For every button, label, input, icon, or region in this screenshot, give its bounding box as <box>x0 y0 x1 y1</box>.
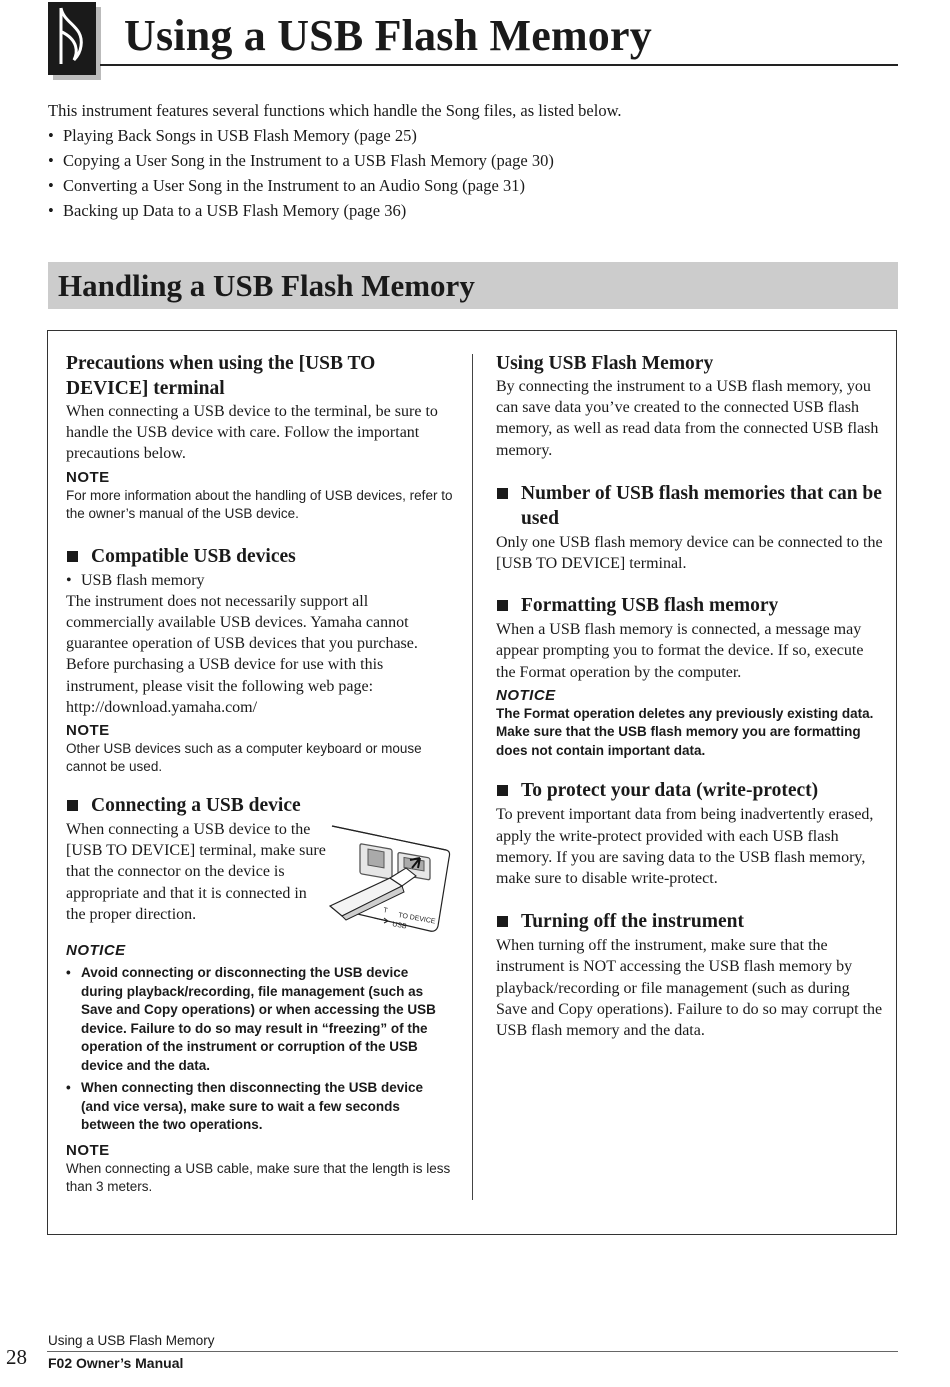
precautions-heading: Precautions when using the [USB TO DEVICE] terminal <box>66 353 376 399</box>
footer-rule <box>47 1351 898 1352</box>
usb-host-port-icon <box>360 844 392 880</box>
formatting-heading: Formatting USB flash memory <box>496 593 884 618</box>
notice-label: NOTICE <box>66 942 126 960</box>
notice-list <box>66 964 448 1135</box>
turning-off-heading: Turning off the instrument <box>496 909 884 934</box>
connecting-text: When connecting a USB device to the [USB TO DEVICE] terminal, make sure that the connector on the device is appropriate and that it is connected in the proper direction. <box>66 821 326 923</box>
to-device-label: TO DEVICE <box>397 912 436 926</box>
precautions-text: When connecting a USB device to the terminal, be sure to handle the USB device with care. Follow the important precautions below. <box>66 403 438 463</box>
page-number: 28 <box>6 1345 27 1369</box>
note-label: NOTE <box>66 1141 110 1159</box>
page-title: Using a USB Flash Memory <box>124 11 652 60</box>
section-title: Handling a USB Flash Memory <box>58 268 475 303</box>
turning-off-text: When turning off the instrument, make sure that the instrument is NOT accessing the USB flash memory by playback/recording or file management (such as during Save and Copy operations). Failure to do so may corrupt the USB flash memory and the data. <box>496 937 883 1039</box>
title-rule <box>100 64 898 66</box>
notice-label: NOTICE <box>496 686 556 704</box>
usb-label: USB <box>391 921 408 931</box>
formatting-text: When a USB flash memory is connected, a message may appear prompting you to format the device. If so, execute the Format operation by the computer. <box>496 621 864 681</box>
protect-heading: To protect your data (write-protect) <box>496 778 884 803</box>
compatible-text: The instrument does not necessarily support all commercially available USB devices. Yamaha cannot guarantee operation of USB devices that you purchase. Before purchasing a USB device for use with this instrument, please visit the following web page: http://download.yamaha.com/ <box>66 592 418 716</box>
intro-lead: This instrument features several functions which handle the Song files, as listed below. <box>48 101 622 120</box>
column-divider <box>472 354 473 1200</box>
protect-text: To prevent important data from being inadvertently erased, apply the write-protect provided with each USB flash memory. If you are saving data to the USB flash memory, make sure to disable write-protect. <box>496 806 874 887</box>
music-note-icon <box>48 2 102 80</box>
compatible-heading: Compatible USB devices <box>66 544 456 569</box>
using-heading: Using USB Flash Memory <box>496 353 714 374</box>
notice-text: The Format operation deletes any previously existing data. Make sure that the USB flash memory you are formatting does not contain important data. <box>496 705 874 758</box>
left-column <box>66 351 456 1196</box>
compatible-bullet: • USB flash memory <box>66 570 456 591</box>
number-heading: Number of USB flash memories that can be used <box>496 481 884 531</box>
note-text: When connecting a USB cable, make sure that the length is less than 3 meters. <box>66 1160 451 1194</box>
list-item: • Converting a User Song in the Instrument to an Audio Song (page 31) <box>48 173 748 198</box>
footer-manual-title: F02 Owner’s Manual <box>48 1355 184 1371</box>
footer-section-name: Using a USB Flash Memory <box>48 1333 215 1348</box>
note-label: NOTE <box>66 468 110 486</box>
right-column <box>496 351 884 1041</box>
note-text: For more information about the handling of USB devices, refer to the owner’s manual of the USB device. <box>66 487 453 521</box>
note-text: Other USB devices such as a computer keyboard or mouse cannot be used. <box>66 741 422 775</box>
notice-item: • When connecting then disconnecting the USB device (and vice versa), make sure to wait a few seconds between the two operations. <box>66 1079 448 1135</box>
connecting-heading: Connecting a USB device <box>66 793 456 818</box>
host-port-label: T <box>382 907 389 915</box>
usb-connection-illustration <box>328 822 452 940</box>
list-item: • Copying a User Song in the Instrument to a USB Flash Memory (page 30) <box>48 148 748 173</box>
notice-item: • Avoid connecting or disconnecting the USB device during playback/recording, file management (such as Save and Copy operations) or when accessing the USB device. Failure to do so may result in “freezing” of the operation of the instrument or corruption of the USB device and the data. <box>66 964 448 1075</box>
number-text: Only one USB flash memory device can be connected to the [USB TO DEVICE] terminal. <box>496 533 883 573</box>
list-item: • Playing Back Songs in USB Flash Memory (page 25) <box>48 123 748 148</box>
function-list <box>48 123 748 223</box>
note-label: NOTE <box>66 722 110 740</box>
using-text: By connecting the instrument to a USB flash memory, you can save data you’ve created to the connected USB flash memory, as well as read data from the connected USB flash memory. <box>496 378 879 459</box>
list-item: • Backing up Data to a USB Flash Memory (page 36) <box>48 198 748 223</box>
intro <box>48 98 748 223</box>
